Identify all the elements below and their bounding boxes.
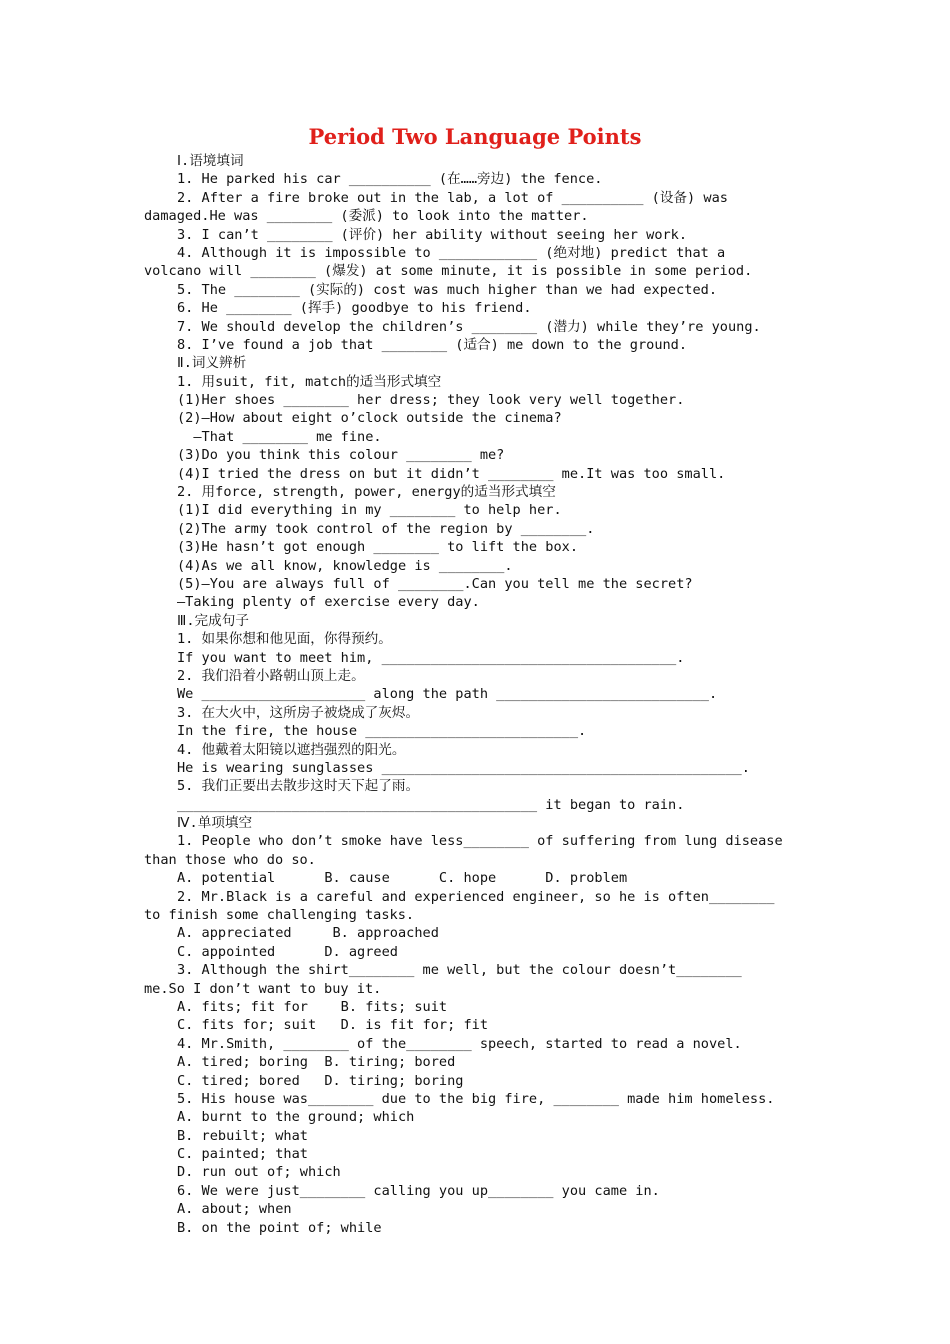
text-line: volcano will ________ (爆发) at some minute, it is possible in some period.	[144, 263, 753, 280]
text-line: —Taking plenty of exercise every day.	[177, 594, 480, 611]
text-line: 1. 如果你想和他见面，你得预约。	[177, 631, 392, 648]
text-line: damaged.He was ________ (委派) to look into the matter.	[144, 208, 589, 225]
text-line: 2. 用force, strength, power, energy的适当形式填空	[177, 484, 556, 501]
text-line: If you want to meet him, ____________________________________.	[177, 649, 685, 666]
text-line: 5. His house was________ due to the big fire, ________ made him homeless.	[177, 1090, 775, 1107]
text-line: A. about; when	[177, 1201, 292, 1218]
text-line: 2. Mr.Black is a careful and experienced engineer, so he is often________	[177, 888, 775, 905]
text-line: 8. I’ve found a job that ________ (适合) me down to the ground.	[177, 336, 688, 353]
text-line: 3. I can’t ________ (评价) her ability without seeing her work.	[177, 226, 688, 243]
text-line: than those who do so.	[144, 851, 316, 868]
text-line: —That ________ me fine.	[177, 428, 382, 445]
text-line: 5. 我们正要出去散步这时天下起了雨。	[177, 778, 420, 795]
page-title: Period Two Language Points	[308, 124, 642, 149]
text-line: 5. The ________ (实际的) cost was much higher than we had expected.	[177, 281, 718, 298]
text-line: to finish some challenging tasks.	[144, 907, 415, 924]
text-line: Ⅳ.单项填空	[177, 815, 253, 832]
text-line: He is wearing sunglasses ____________________________________________.	[177, 759, 750, 776]
text-line: Ⅲ.完成句子	[177, 612, 249, 629]
text-line: (2)—How about eight o’clock outside the cinema?	[177, 410, 562, 427]
text-line: C. tired; bored D. tiring; boring	[177, 1072, 464, 1089]
text-line: Ⅰ.语境填词	[177, 153, 244, 169]
worksheet-page	[144, 122, 808, 1237]
text-line: D. run out of; which	[177, 1164, 341, 1181]
text-line: (1)Her shoes ________ her dress; they look very well together.	[177, 392, 685, 409]
text-line: 4. Although it is impossible to ____________ (绝对地) predict that a	[177, 244, 726, 261]
text-line: We ____________________ along the path __________________________.	[177, 686, 718, 703]
text-line: (3)Do you think this colour ________ me?	[177, 447, 505, 464]
text-line: In the fire, the house __________________________.	[177, 723, 587, 740]
text-line: (4)I tried the dress on but it didn’t ________ me.It was too small.	[177, 465, 726, 482]
text-line: (2)The army took control of the region by ________.	[177, 520, 595, 537]
text-line: A. burnt to the ground; which	[177, 1109, 415, 1126]
text-line: 1. People who don’t smoke have less________ of suffering from lung disease	[177, 833, 783, 850]
text-line: 2. After a fire broke out in the lab, a lot of __________ (设备) was	[177, 189, 728, 206]
text-line: 1. He parked his car __________ (在……旁边) the fence.	[177, 171, 603, 188]
text-line: (5)—You are always full of ________.Can you tell me the secret?	[177, 575, 693, 592]
text-line: 6. He ________ (挥手) goodbye to his friend.	[177, 300, 532, 317]
text-line: 6. We were just________ calling you up________ you came in.	[177, 1182, 660, 1199]
text-line: 3. 在大火中，这所房子被烧成了灰烬。	[177, 704, 420, 721]
text-line: A. potential B. cause C. hope D. problem	[177, 870, 628, 887]
text-line: 3. Although the shirt________ me well, but the colour doesn’t________	[177, 962, 742, 979]
text-line: Ⅱ.词义辨析	[177, 355, 247, 372]
text-line: A. tired; boring B. tiring; bored	[177, 1054, 456, 1071]
text-line: A. appreciated B. approached	[177, 925, 439, 942]
text-line: A. fits; fit for B. fits; suit	[177, 998, 448, 1015]
text-line: B. rebuilt; what	[177, 1127, 308, 1144]
text-line: (1)I did everything in my ________ to help her.	[177, 502, 562, 519]
text-line: me.So I don’t want to buy it.	[144, 980, 382, 997]
text-line: C. painted; that	[177, 1146, 308, 1163]
text-line: 4. 他戴着太阳镜以遮挡强烈的阳光。	[177, 741, 406, 758]
worksheet-body	[144, 152, 808, 1237]
text-line: 4. Mr.Smith, ________ of the________ speech, started to read a novel.	[177, 1035, 742, 1052]
text-line: 2. 我们沿着小路朝山顶上走。	[177, 667, 365, 684]
text-line: C. fits for; suit D. is fit for; fit	[177, 1017, 488, 1034]
text-line: 1. 用suit, fit, match的适当形式填空	[177, 373, 442, 390]
text-line: (4)As we all know, knowledge is ________.	[177, 557, 513, 574]
text-line: (3)He hasn’t got enough ________ to lift the box.	[177, 539, 579, 556]
text-line: B. on the point of; while	[177, 1219, 382, 1236]
text-line: 7. We should develop the children’s ________ (潜力) while they’re young.	[177, 318, 761, 335]
text-line: C. appointed D. agreed	[177, 943, 398, 960]
text-line: ____________________________________________ it began to rain.	[177, 796, 685, 813]
